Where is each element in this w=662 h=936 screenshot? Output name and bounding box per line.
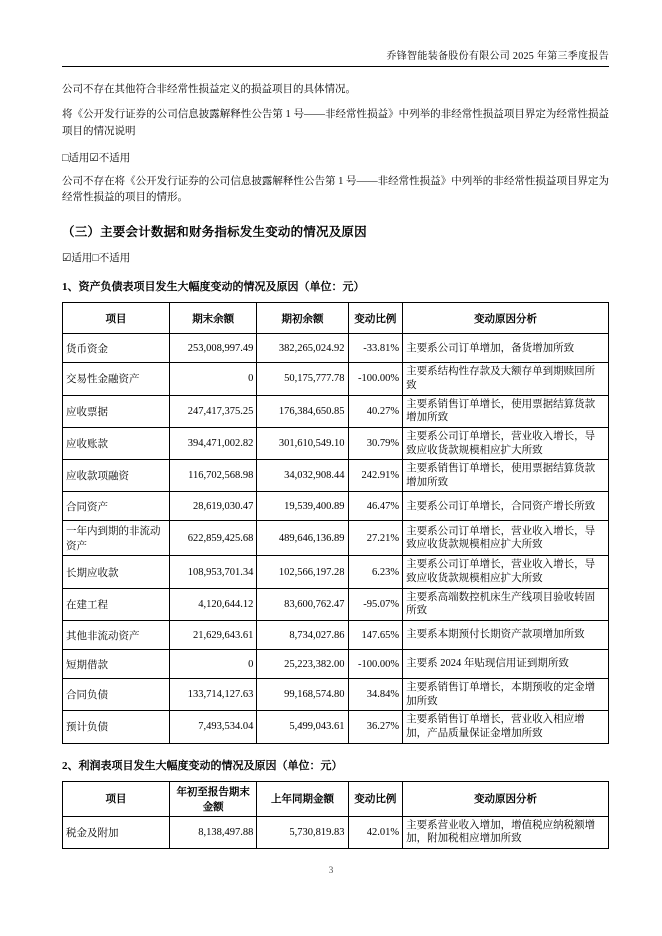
column-header-prior-year-amount: 上年同期金额 (257, 781, 348, 816)
table-cell: 116,702,568.98 (170, 460, 257, 492)
table-row (63, 492, 609, 521)
table-cell: 主要系高端数控机床生产线项目验收转固所致 (403, 588, 609, 620)
table-cell: 99,168,574.80 (257, 679, 348, 711)
table-cell: 长期应收款 (63, 556, 170, 588)
column-header-change-ratio: 变动比例 (348, 303, 403, 334)
report-title: 乔锋智能装备股份有限公司 2025 年第三季度报告 (386, 51, 609, 62)
table-cell: 19,539,400.89 (257, 492, 348, 521)
table-cell: -33.81% (348, 334, 403, 363)
page-number: 3 (328, 866, 334, 876)
table-cell: 301,610,549.10 (257, 427, 348, 459)
table-cell: 247,417,375.25 (170, 395, 257, 427)
table-cell: 应收款项融资 (63, 460, 170, 492)
table-row (63, 621, 609, 650)
table-cell: 0 (170, 363, 257, 395)
table-cell: 50,175,777.78 (257, 363, 348, 395)
table-cell: 主要系结构性存款及大额存单到期赎回所致 (403, 363, 609, 395)
table-cell: 合同负债 (63, 679, 170, 711)
column-header-change-reason: 变动原因分析 (403, 303, 609, 334)
table-cell: 25,223,382.00 (257, 650, 348, 679)
table-cell: 应收账款 (63, 427, 170, 459)
table-cell: 40.27% (348, 395, 403, 427)
table-row (63, 395, 609, 427)
balance-sheet-changes-table (62, 302, 609, 743)
table-cell: -95.07% (348, 588, 403, 620)
table-cell: 货币资金 (63, 334, 170, 363)
table-cell: 交易性金融资产 (63, 363, 170, 395)
table-cell: 253,008,997.49 (170, 334, 257, 363)
table-cell: 83,600,762.47 (257, 588, 348, 620)
table-cell: 合同资产 (63, 492, 170, 521)
table-cell: 其他非流动资产 (63, 621, 170, 650)
table-row (63, 363, 609, 395)
table-cell: 应收票据 (63, 395, 170, 427)
table-cell: 主要系公司订单增长，合同资产增长所致 (403, 492, 609, 521)
table-cell: 489,646,136.89 (257, 521, 348, 556)
table-cell: 21,629,643.61 (170, 621, 257, 650)
table-cell: 4,120,644.12 (170, 588, 257, 620)
income-statement-table-title: 2、利润表项目发生大幅度变动的情况及原因（单位：元） (62, 759, 343, 772)
table-cell: 102,566,197.28 (257, 556, 348, 588)
column-header-ytd-amount: 年初至报告期末金额 (170, 781, 257, 816)
table-cell: 7,493,534.04 (170, 711, 257, 743)
table-cell: 主要系公司订单增长，营业收入增长，导致应收货款规模相应扩大所致 (403, 556, 609, 588)
table-cell: 主要系销售订单增长，本期预收的定金增加所致 (403, 679, 609, 711)
document-body (62, 82, 609, 849)
table-cell: 主要系销售订单增长，营业收入相应增加，产品质量保证金增加所致 (403, 711, 609, 743)
table-cell: 36.27% (348, 711, 403, 743)
table-cell: 242.91% (348, 460, 403, 492)
table-cell: 30.79% (348, 427, 403, 459)
table-cell: 在建工程 (63, 588, 170, 620)
table-cell: 预计负债 (63, 711, 170, 743)
table-cell: 147.65% (348, 621, 403, 650)
table-cell: 主要系本期预付长期资产款项增加所致 (403, 621, 609, 650)
column-header-item: 项目 (63, 303, 170, 334)
table-cell: 382,265,024.92 (257, 334, 348, 363)
column-header-ending-balance: 期末余额 (170, 303, 257, 334)
table-row (63, 556, 609, 588)
paragraph-no-other-items: 公司不存在其他符合非经常性损益定义的损益项目的具体情况。 (62, 84, 356, 95)
table-cell: -100.00% (348, 363, 403, 395)
table-cell: 176,384,650.85 (257, 395, 348, 427)
table-row (63, 334, 609, 363)
table-cell: 主要系营业收入增加，增值税应纳税额增加，附加税相应增加所致 (403, 816, 609, 848)
table-cell: 6.23% (348, 556, 403, 588)
table-cell: 133,714,127.63 (170, 679, 257, 711)
table-row (63, 588, 609, 620)
table-row (63, 650, 609, 679)
page-header (62, 0, 609, 67)
income-statement-changes-table (62, 781, 609, 849)
table-row (63, 521, 609, 556)
table-header-row (63, 303, 609, 334)
column-header-beginning-balance: 期初余额 (257, 303, 348, 334)
table-cell: 8,138,497.88 (170, 816, 257, 848)
table-cell: 主要系公司订单增加，备货增加所致 (403, 334, 609, 363)
table-cell: 主要系 2024 年贴现信用证到期所致 (403, 650, 609, 679)
table-header-row (63, 781, 609, 816)
table-cell: 5,499,043.61 (257, 711, 348, 743)
balance-sheet-table-title: 1、资产负债表项目发生大幅度变动的情况及原因（单位：元） (62, 281, 365, 294)
paragraph-disclosure-note: 将《公开发行证券的公司信息披露解释性公告第 1 号——非经常性损益》中列举的非经常性损益项目界定为经常性损益项目的情况说明 (62, 109, 609, 137)
table-cell: 税金及附加 (63, 816, 170, 848)
column-header-change-ratio: 变动比例 (348, 781, 403, 816)
table-cell: 短期借款 (63, 650, 170, 679)
table-cell: 46.47% (348, 492, 403, 521)
paragraph-no-reclassification: 公司不存在将《公开发行证券的公司信息披露解释性公告第 1 号——非经常性损益》中列举的非经常性损益项目界定为经常性损益的项目的情形。 (62, 175, 609, 204)
table-cell: 一年内到期的非流动资产 (63, 521, 170, 556)
table-cell: 394,471,002.82 (170, 427, 257, 459)
table-cell: 42.01% (348, 816, 403, 848)
section-heading: （三）主要会计数据和财务指标发生变动的情况及原因 (62, 225, 367, 240)
table-cell: 主要系公司订单增长，营业收入增长，导致应收货款规模相应扩大所致 (403, 427, 609, 459)
table-cell: 108,953,701.34 (170, 556, 257, 588)
table-cell: 主要系销售订单增长，使用票据结算货款增加所致 (403, 395, 609, 427)
table-cell: 主要系公司订单增长，营业收入增长，导致应收货款规模相应扩大所致 (403, 521, 609, 556)
applicability-checkbox-1: □适用☑不适用 (62, 152, 131, 164)
table-cell: -100.00% (348, 650, 403, 679)
table-cell: 0 (170, 650, 257, 679)
table-row (63, 460, 609, 492)
table-cell: 主要系销售订单增长，使用票据结算货款增加所致 (403, 460, 609, 492)
table-cell: 28,619,030.47 (170, 492, 257, 521)
table-cell: 5,730,819.83 (257, 816, 348, 848)
applicability-checkbox-2: ☑适用□不适用 (62, 253, 131, 265)
column-header-change-reason: 变动原因分析 (403, 781, 609, 816)
table-row (63, 711, 609, 743)
column-header-item: 项目 (63, 781, 170, 816)
table-row (63, 427, 609, 459)
table-row (63, 679, 609, 711)
table-cell: 34,032,908.44 (257, 460, 348, 492)
table-cell: 34.84% (348, 679, 403, 711)
table-cell: 8,734,027.86 (257, 621, 348, 650)
table-cell: 27.21% (348, 521, 403, 556)
table-cell: 622,859,425.68 (170, 521, 257, 556)
table-row (63, 816, 609, 848)
